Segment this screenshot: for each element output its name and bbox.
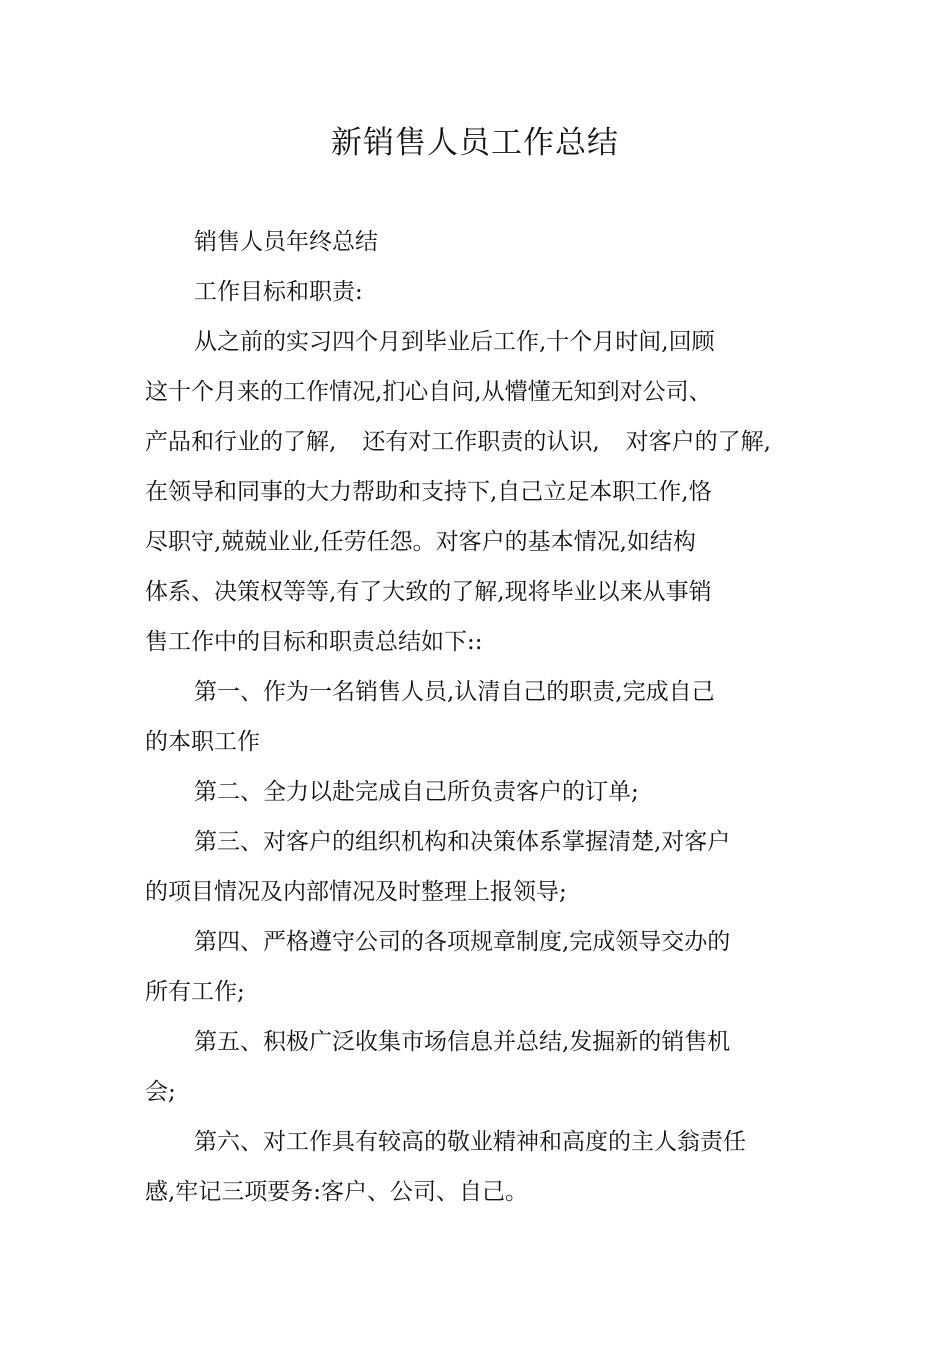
paragraph-segment: 对客户的了解, [625, 429, 771, 455]
list-item-5: 第五、积极广泛收集市场信息并总结,发掘新的销售机 [194, 1029, 731, 1055]
list-item-1: 第一、作为一名销售人员,认清自己的职责,完成自己 [194, 679, 715, 705]
list-item-3-cont: 的项目情况及内部情况及时整理上报领导; [145, 879, 567, 905]
list-item-4-cont: 所有工作; [145, 979, 245, 1005]
paragraph-line: 这十个月来的工作情况,扪心自问,从懵懂无知到对公司、 [145, 379, 712, 405]
list-item-4: 第四、严格遵守公司的各项规章制度,完成领导交办的 [194, 929, 731, 955]
paragraph-segment: 产品和行业的了解, [145, 429, 337, 455]
paragraph-line: 售工作中的目标和职责总结如下:: [145, 629, 483, 655]
paragraph-line: 从之前的实习四个月到毕业后工作,十个月时间,回顾 [194, 329, 715, 355]
section-heading: 工作目标和职责: [194, 279, 363, 305]
paragraph-line: 在领导和同事的大力帮助和支持下,自己立足本职工作,恪 [145, 479, 712, 505]
list-item-3: 第三、对客户的组织机构和决策体系掌握清楚,对客户 [194, 829, 731, 855]
list-item-5-cont: 会; [145, 1079, 176, 1105]
paragraph-segment: 还有对工作职责的认识, [362, 429, 600, 455]
paragraph-line: 体系、决策权等等,有了大致的了解,现将毕业以来从事销 [145, 579, 712, 605]
paragraph-line [145, 426, 771, 458]
list-item-6-cont: 感,牢记三项要务:客户、公司、自己。 [145, 1179, 529, 1205]
list-item-6: 第六、对工作具有较高的敬业精神和高度的主人翁责任 [194, 1129, 746, 1155]
list-item-1-cont: 的本职工作 [145, 729, 260, 755]
paragraph-line: 尽职守,兢兢业业,任劳任怨。对客户的基本情况,如结构 [145, 529, 696, 555]
list-item-2: 第二、全力以赴完成自己所负责客户的订单; [194, 779, 639, 805]
document-title: 新销售人员工作总结 [331, 125, 619, 161]
subtitle-line: 销售人员年终总结 [194, 229, 378, 255]
